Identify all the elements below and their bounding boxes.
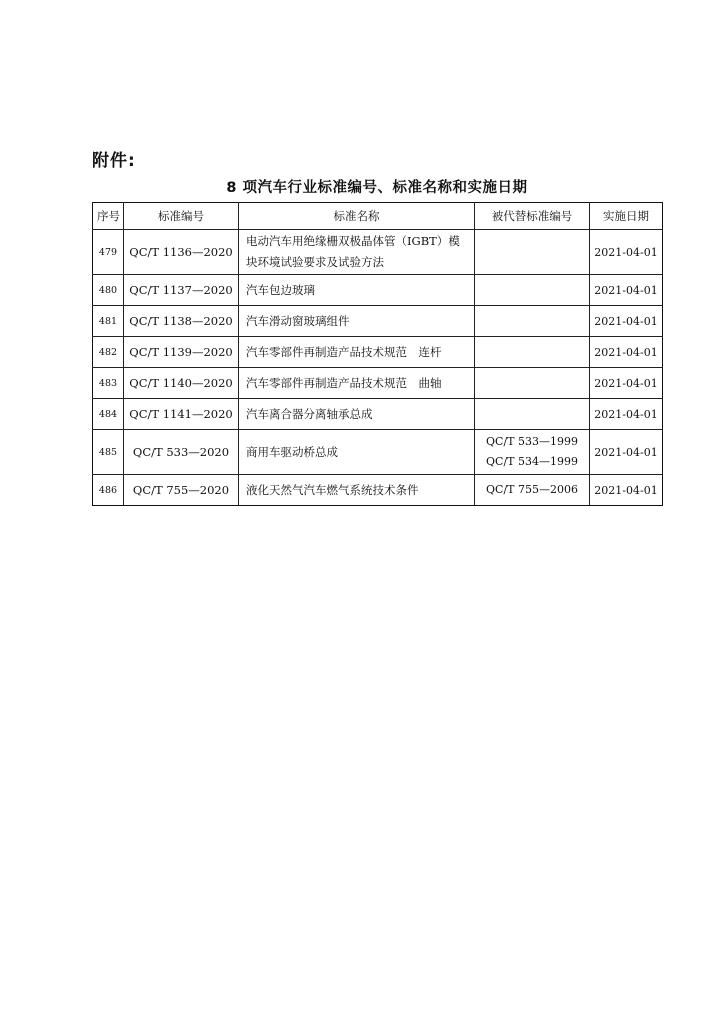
cell-date: 2021-04-01 (590, 230, 663, 275)
cell-code: QC/T 1141—2020 (124, 399, 239, 430)
cell-name: 汽车零部件再制造产品技术规范 连杆 (239, 337, 475, 368)
cell-replaced (475, 475, 590, 506)
table-row (93, 275, 663, 306)
header-name: 标准名称 (239, 203, 475, 230)
cell-name: 汽车滑动窗玻璃组件 (239, 306, 475, 337)
cell-date: 2021-04-01 (590, 430, 663, 475)
cell-code: QC/T 1137—2020 (124, 275, 239, 306)
attachment-label: 附件: (92, 151, 136, 171)
table-row (93, 368, 663, 399)
table-row (93, 475, 663, 506)
cell-code: QC/T 1140—2020 (124, 368, 239, 399)
cell-name: 汽车包边玻璃 (239, 275, 475, 306)
table-row (93, 430, 663, 475)
cell-replaced (475, 430, 590, 475)
cell-date: 2021-04-01 (590, 337, 663, 368)
replaced-code: QC/T 534—1999 (486, 455, 578, 468)
table-row (93, 399, 663, 430)
cell-seq: 479 (93, 230, 124, 275)
replaced-code: QC/T 533—1999 (486, 435, 578, 448)
cell-code: QC/T 1139—2020 (124, 337, 239, 368)
cell-seq: 483 (93, 368, 124, 399)
table-header-row (93, 203, 663, 230)
cell-name: 汽车零部件再制造产品技术规范 曲轴 (239, 368, 475, 399)
standards-table (92, 202, 663, 506)
replaced-code: QC/T 755—2006 (486, 483, 578, 496)
cell-seq: 485 (93, 430, 124, 475)
header-replaced: 被代替标准编号 (475, 203, 590, 230)
cell-replaced (475, 368, 590, 399)
cell-replaced (475, 399, 590, 430)
cell-name: 液化天然气汽车燃气系统技术条件 (239, 475, 475, 506)
header-code: 标准编号 (124, 203, 239, 230)
document-title: 8 项汽车行业标准编号、标准名称和实施日期 (226, 180, 528, 196)
table-row (93, 306, 663, 337)
cell-code: QC/T 1136—2020 (124, 230, 239, 275)
table-row (93, 230, 663, 275)
cell-name: 汽车离合器分离轴承总成 (239, 399, 475, 430)
cell-seq: 482 (93, 337, 124, 368)
header-date: 实施日期 (590, 203, 663, 230)
cell-replaced (475, 306, 590, 337)
cell-date: 2021-04-01 (590, 306, 663, 337)
cell-seq: 480 (93, 275, 124, 306)
cell-date: 2021-04-01 (590, 368, 663, 399)
header-seq: 序号 (93, 203, 124, 230)
cell-name: 商用车驱动桥总成 (239, 430, 475, 475)
cell-seq: 481 (93, 306, 124, 337)
cell-seq: 486 (93, 475, 124, 506)
cell-replaced (475, 337, 590, 368)
cell-replaced (475, 230, 590, 275)
cell-seq: 484 (93, 399, 124, 430)
cell-date: 2021-04-01 (590, 475, 663, 506)
cell-date: 2021-04-01 (590, 275, 663, 306)
cell-date: 2021-04-01 (590, 399, 663, 430)
cell-code: QC/T 755—2020 (124, 475, 239, 506)
cell-code: QC/T 1138—2020 (124, 306, 239, 337)
cell-code: QC/T 533—2020 (124, 430, 239, 475)
cell-replaced (475, 275, 590, 306)
cell-name: 电动汽车用绝缘栅双极晶体管（IGBT）模块环境试验要求及试验方法 (239, 230, 475, 275)
table-row (93, 337, 663, 368)
